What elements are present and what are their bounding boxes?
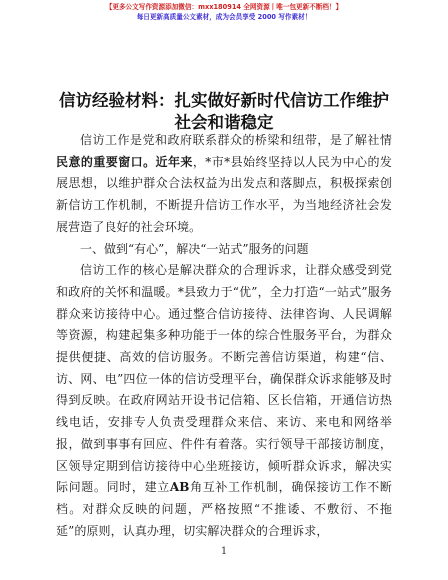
document-title	[56, 90, 392, 134]
intro-text-c: ，*市*县始终坚持以人民为中心的发展思想，以维护群众合法权益为出发点和落脚点，积极探索创新信访工作机制，不断提升信访工作水平，为当地经济社会发展营造了良好的社会环境。	[56, 154, 393, 234]
page-number: 1	[220, 546, 228, 557]
section-heading-1: 一、做到“有心”，解决“一站式”服务的问题	[80, 241, 309, 256]
top-banner	[0, 2, 448, 22]
section-1-text: 信访工作的核心是解决群众的合理诉求，让群众感受到党和政府的关怀和温暖。*县致力于“优”，全力打造“一站式”服务群众来访接待中心。通过整合信访接待、法律咨询、人民调解等资源，构建起集多种功能于一体的综合性服务平台，为群众提供便捷、高效的信访服务。不断完善信访渠道，构建“信、访、网、电”四位一体的信访受理平台，确保群众诉求能够及时得到反映。在政府网站开设书记信箱、区长信箱，开通信访热线电话，安排专人负责受理群众来信、来访、来电和网络举报，做到事事有回应、件件有着落。实行领导干部接访制度，区领导定期到信访接待中心坐班接访，倾听群众诉求，解决实际问题。同时，建立	[56, 263, 392, 495]
banner-line-1: 【更多公文写作资源添加微信：mxx180914 全网资源丨唯一包更新不断档！】	[105, 3, 343, 11]
section-1-bold-ab: AB	[169, 480, 190, 495]
title-line-2: 社会和谐稳定	[174, 113, 274, 132]
paragraph-intro	[56, 130, 392, 239]
document-body	[56, 130, 392, 542]
banner-line-2: 每日更新高质量公文素材，成为会员享受 2000 写作素材！	[136, 13, 312, 21]
paragraph-section-1	[56, 260, 392, 542]
intro-text-a: 信访工作是党和政府联系群众的桥梁和纽带，是了解社情	[80, 133, 392, 147]
intro-text-bold: 民意的重要窗口。近年来	[56, 154, 193, 169]
section-1-tail: 角互补工作机制，确保接访工作不断档。对群众反映的问题，严格按照“不推诿、不敷衍、不拖延”的原则，认真办理，切实解决群众的合理诉求，	[56, 480, 392, 538]
title-line-1: 信访经验材料：扎实做好新时代信访工作维护	[59, 91, 389, 110]
